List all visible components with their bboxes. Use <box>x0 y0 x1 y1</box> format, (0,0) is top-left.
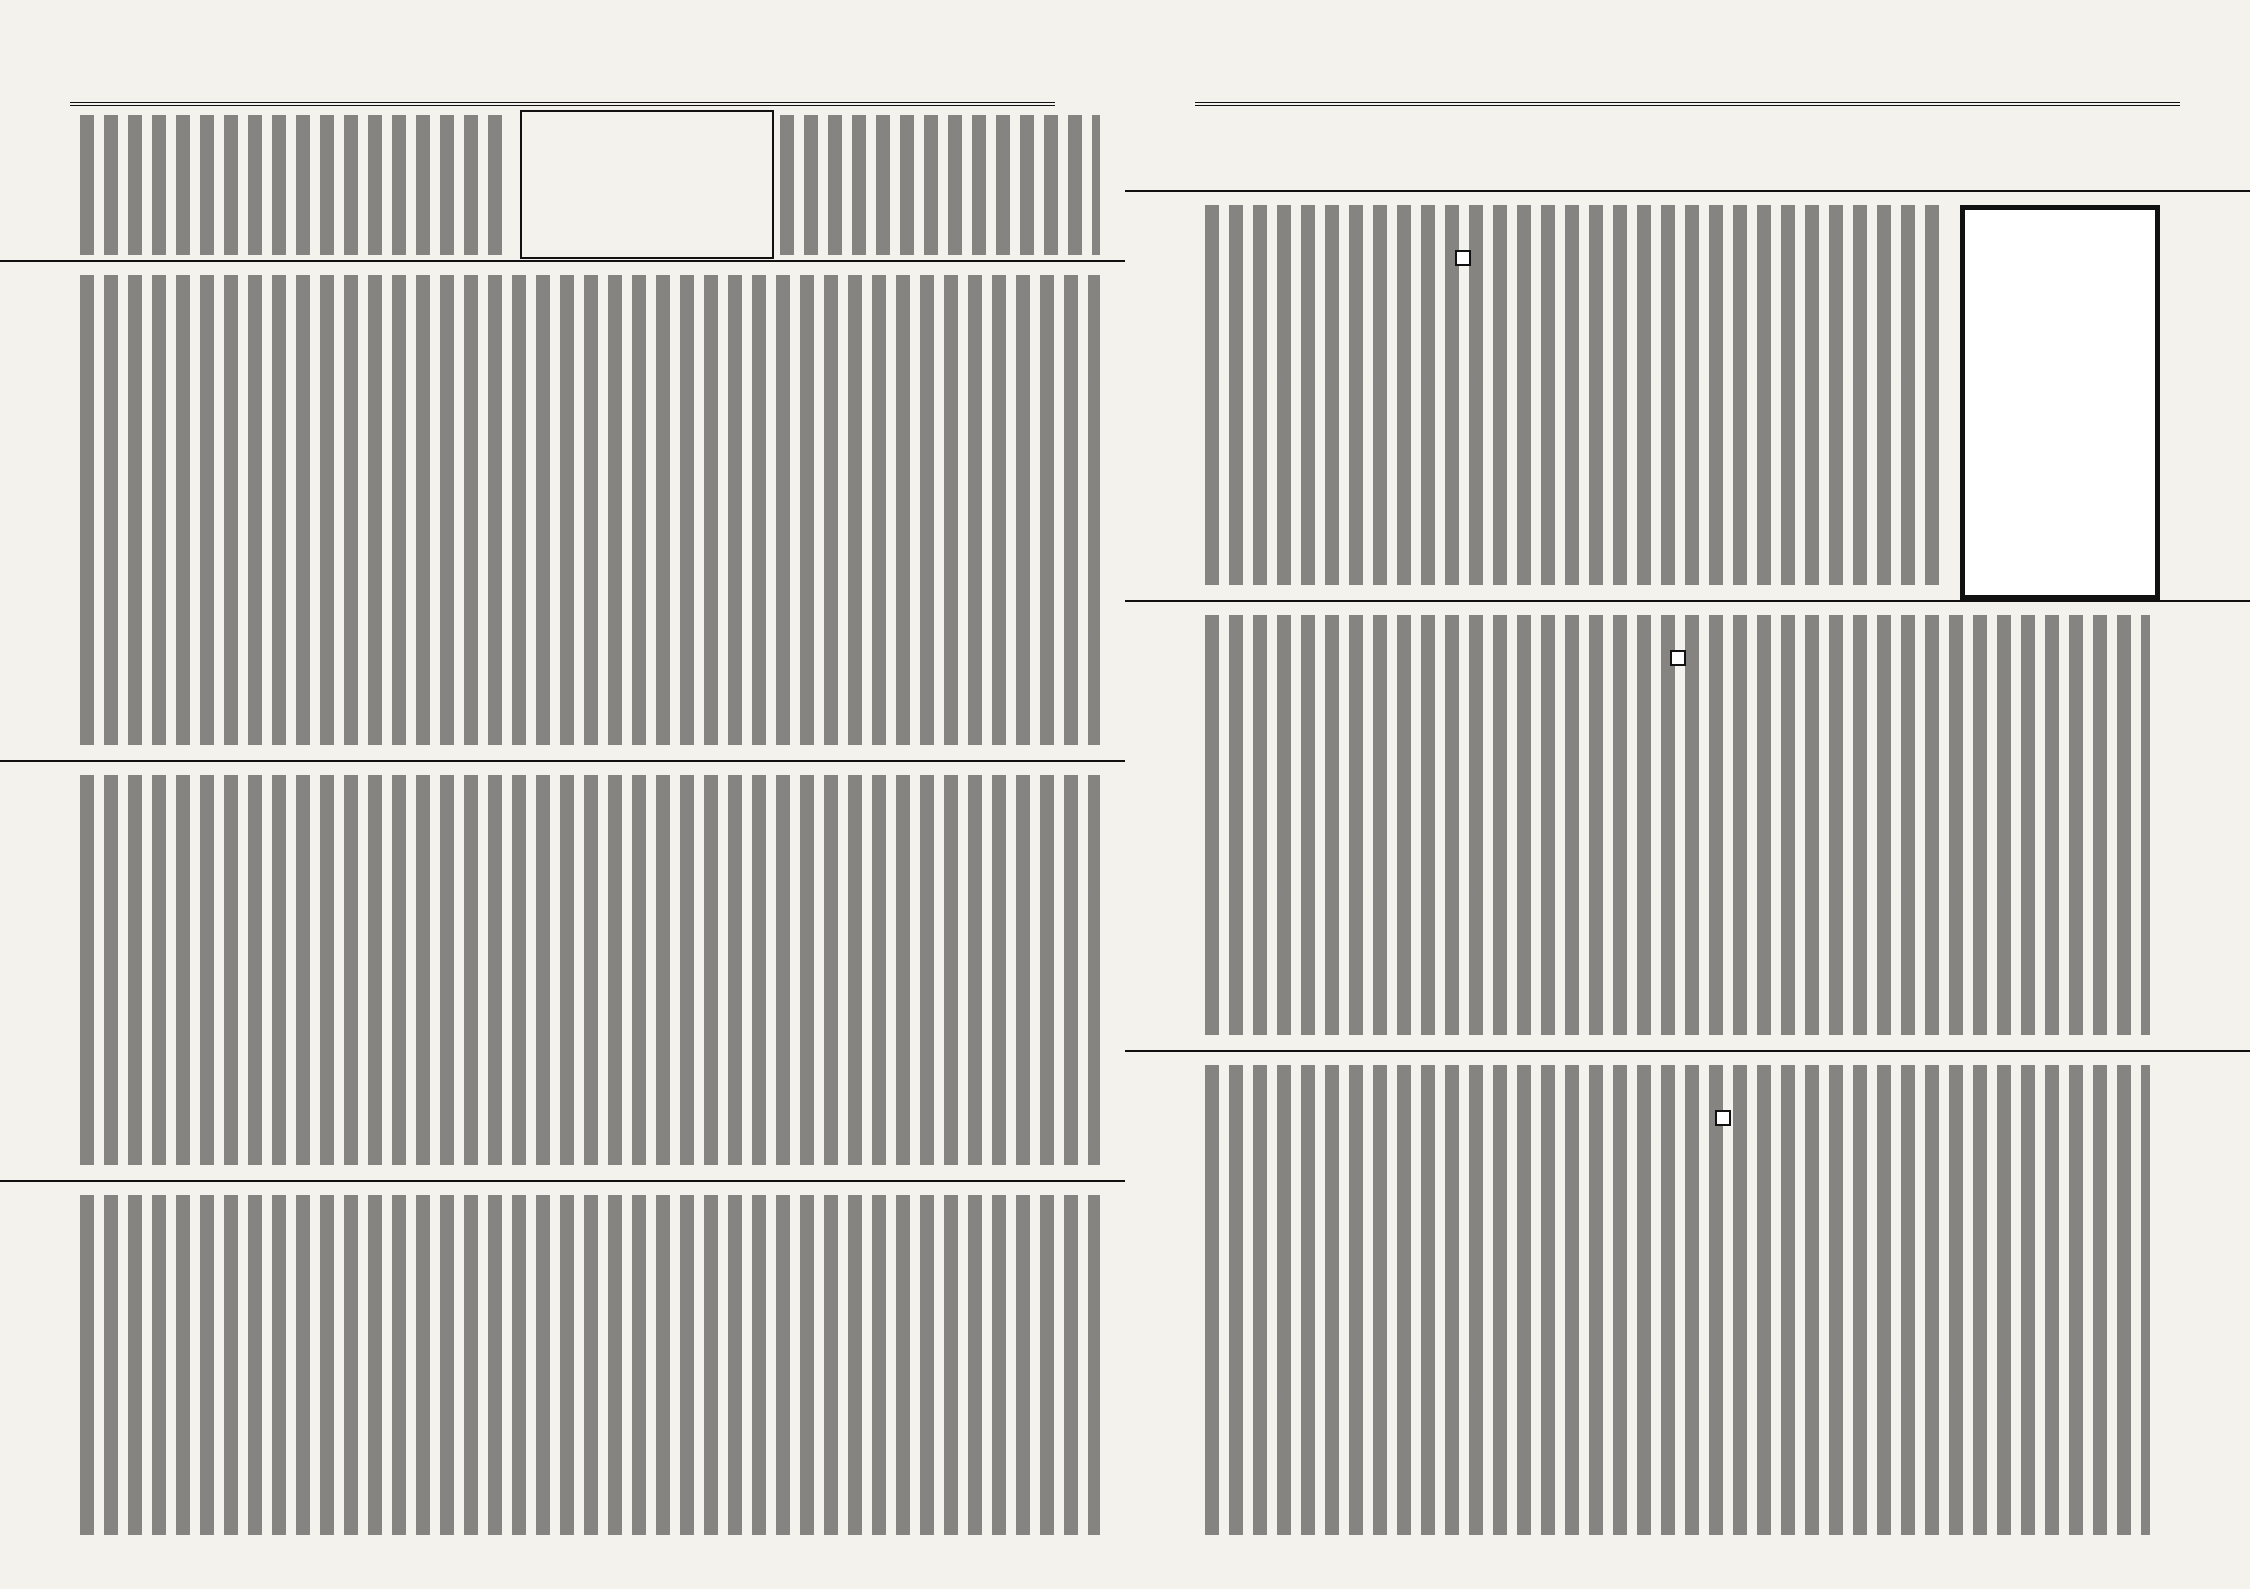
right-horizontal-rule <box>1125 1050 2250 1052</box>
lower-text-block <box>80 775 1100 1165</box>
left-horizontal-rule <box>0 260 1125 262</box>
left-horizontal-rule <box>0 760 1125 762</box>
masthead-box <box>1960 205 2160 600</box>
left-page-header <box>70 40 1055 106</box>
right-horizontal-rule <box>1125 600 2250 602</box>
top-left-text-block <box>80 115 510 255</box>
middle-text-block <box>80 275 1100 745</box>
right-page-header <box>1195 40 2180 106</box>
right-top-text-block <box>1205 205 1945 585</box>
section-label-left <box>1455 250 1471 266</box>
top-right-text-block <box>780 115 1100 255</box>
section-label-middle <box>1670 650 1686 666</box>
right-newspaper-page <box>1125 0 2250 1589</box>
right-horizontal-rule <box>1125 190 2250 192</box>
left-horizontal-rule <box>0 1180 1125 1182</box>
bottom-text-block <box>80 1195 1100 1535</box>
section-label-right <box>1715 1110 1731 1126</box>
right-middle-text-block <box>1205 615 2150 1035</box>
left-headline-box <box>520 110 774 259</box>
right-bottom-text-block <box>1205 1065 2150 1535</box>
